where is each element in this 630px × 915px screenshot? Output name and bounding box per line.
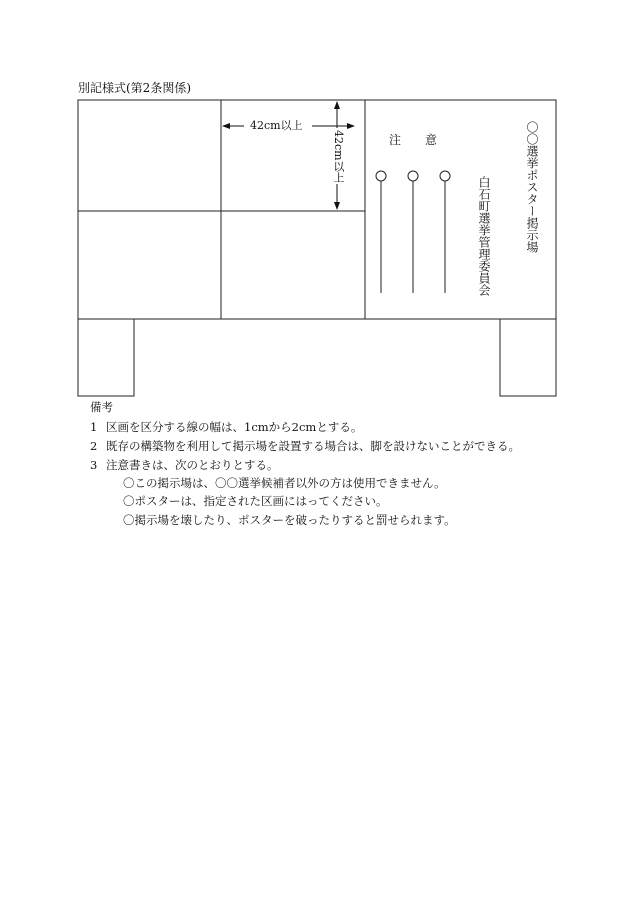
remark-item-text: 注意書きは、次のとおりとする。	[106, 458, 279, 472]
remark-item-number: 2	[90, 439, 98, 453]
notice-line: 〇掲示場を壊したり、ポスターを破ったりすると罰せられます。	[123, 513, 456, 527]
pin-2	[408, 171, 418, 181]
pin-1	[376, 171, 386, 181]
notice-line: 〇ポスターは、指定された区画にはってください。	[123, 494, 388, 508]
notice-line: 〇この掲示場は、〇〇選挙候補者以外の方は使用できません。	[123, 476, 446, 490]
sign-name: 〇〇選挙ポスター掲示場	[525, 121, 539, 253]
remark-item-text: 既存の構築物を利用して掲示場を設置する場合は、脚を設けないことができる。	[106, 439, 520, 453]
remark-item-number: 3	[90, 458, 98, 472]
remark-item-number: 1	[90, 420, 98, 434]
width-label: 42cm以上	[250, 119, 303, 132]
height-label: 42cm以上	[332, 130, 345, 183]
remark-item-text: 区画を区分する線の幅は、1cmから2cmとする。	[106, 420, 363, 434]
left-leg	[78, 319, 134, 396]
remarks-heading: 備考	[90, 400, 113, 414]
pin-3	[440, 171, 450, 181]
notice-heading: 注 意	[389, 133, 438, 147]
document-title: 別記様式(第2条関係)	[78, 81, 191, 95]
sign-owner: 白石町選挙管理委員会	[477, 176, 491, 296]
right-leg	[500, 319, 556, 396]
